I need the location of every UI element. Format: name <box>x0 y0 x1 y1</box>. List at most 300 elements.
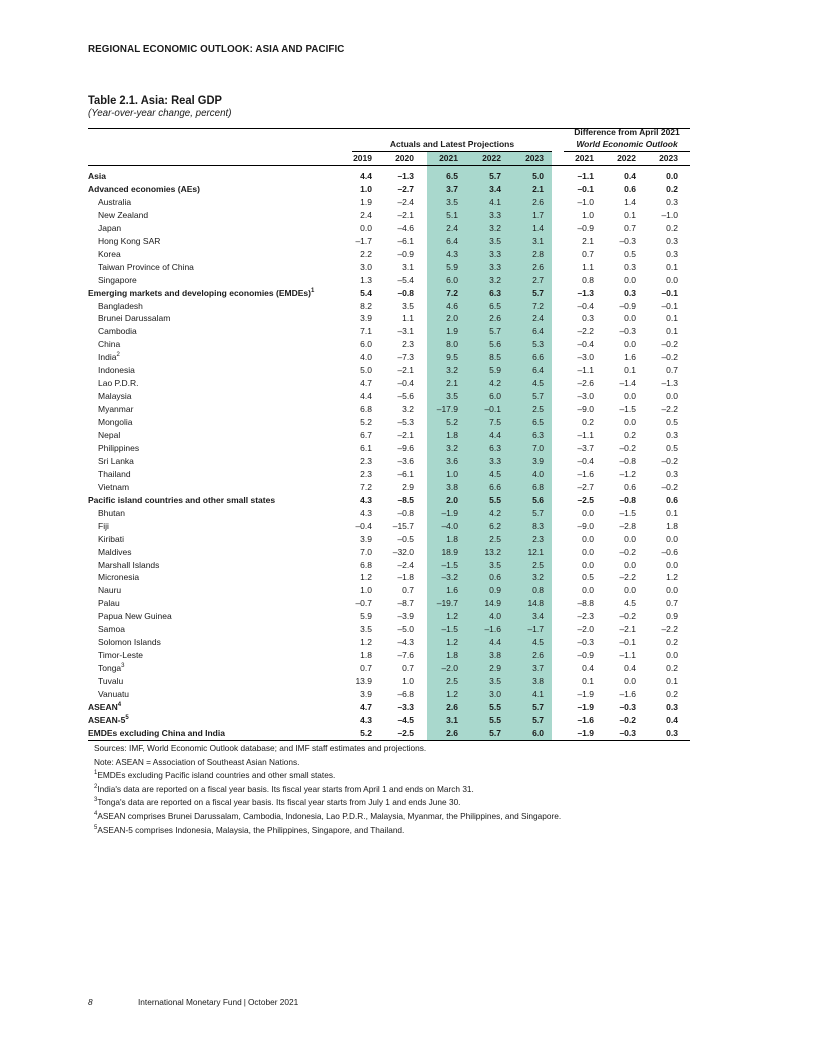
row-label: India$^2$ <box>98 352 120 363</box>
table-cell: –3.7 <box>577 442 594 453</box>
table-row <box>88 597 690 610</box>
table-cell: –8.8 <box>577 598 594 609</box>
table-cell: –0.8 <box>619 455 636 466</box>
table-row <box>88 701 690 714</box>
table-cell: –2.1 <box>397 430 414 440</box>
row-label: Thailand <box>98 468 131 479</box>
row-label: New Zealand <box>98 209 149 220</box>
table-row <box>88 338 690 351</box>
table-cell: 0.7 <box>624 222 636 233</box>
table-cell: –2.2 <box>619 572 636 583</box>
table-cell: 5.9 <box>446 261 458 272</box>
table-cell: 0.0 <box>624 676 636 687</box>
table-cell: 2.1 <box>532 183 544 194</box>
table-cell: –0.3 <box>577 637 594 648</box>
footnote-marker: 2 <box>116 352 120 359</box>
table-row <box>88 675 690 688</box>
table-cell: 7.0 <box>532 442 544 453</box>
table-cell: 0.0 <box>666 650 678 661</box>
table-cell: –3.0 <box>577 391 594 402</box>
table-cell: –2.3 <box>577 611 594 622</box>
row-label: Myanmar <box>98 404 134 415</box>
header-rule <box>88 165 690 166</box>
table-row <box>88 248 690 261</box>
table-cell: –1.7 <box>355 235 372 246</box>
table-cell: 0.3 <box>666 701 678 712</box>
table-cell: 2.3 <box>360 468 372 479</box>
table-cell: 5.2 <box>360 417 372 428</box>
row-label: Micronesia <box>98 572 140 583</box>
table-row <box>88 507 690 520</box>
table-cell: –0.7 <box>355 598 372 609</box>
table-row <box>88 468 690 481</box>
table-cell: 1.2 <box>446 689 458 699</box>
table-cell: 6.2 <box>489 520 501 531</box>
table-row <box>88 403 690 416</box>
table-row <box>88 584 690 597</box>
table-cell: 3.1 <box>446 714 458 725</box>
table-cell: 0.9 <box>489 585 501 596</box>
table-cell: 3.5 <box>360 624 372 635</box>
table-cell: –0.2 <box>619 714 636 725</box>
table-row <box>88 312 690 325</box>
table-row <box>88 170 690 183</box>
table-cell: –0.2 <box>661 339 678 350</box>
table-cell: 0.0 <box>666 533 678 544</box>
table-cell: 1.2 <box>360 572 372 583</box>
table-cell: 6.4 <box>532 326 544 337</box>
table-cell: –2.5 <box>397 727 414 738</box>
table-cell: 0.8 <box>532 585 544 596</box>
table-cell: 1.8 <box>446 650 458 661</box>
table-cell: –2.0 <box>577 624 594 635</box>
table-cell: 0.0 <box>624 533 636 544</box>
table-row <box>88 623 690 636</box>
table-cell: 5.7 <box>532 287 544 298</box>
table-cell: 5.1 <box>446 209 458 220</box>
table-cell: 5.5 <box>489 701 501 712</box>
table-cell: 0.5 <box>666 442 678 453</box>
table-cell: 6.0 <box>446 274 458 285</box>
table-cell: 1.2 <box>360 637 372 648</box>
table-cell: 0.0 <box>582 533 594 544</box>
row-label: ASEAN$^4$ <box>88 701 122 712</box>
table-cell: 0.1 <box>582 676 594 687</box>
table-cell: 3.3 <box>489 209 501 220</box>
table-row <box>88 520 690 533</box>
row-label: Timor-Leste <box>98 650 144 661</box>
row-label: Solomon Islands <box>98 637 161 648</box>
note-marker: 1 <box>94 770 98 777</box>
table-cell: 2.1 <box>582 235 594 246</box>
note-line: Sources: IMF, World Economic Outlook database; and IMF staff estimates and projections. <box>94 743 427 753</box>
note-line: $^1$EMDEs excluding Pacific island countries and other small states. <box>94 770 336 781</box>
table-cell: 2.5 <box>532 559 544 570</box>
table-cell: –0.9 <box>577 222 594 233</box>
table-cell: 14.8 <box>527 598 544 609</box>
row-label: Asia <box>88 171 106 181</box>
table-cell: 6.5 <box>489 300 501 311</box>
table-cell: –2.1 <box>397 209 414 220</box>
year-header: 2021 <box>439 153 458 163</box>
table-row <box>88 649 690 662</box>
table-cell: 5.7 <box>532 507 544 518</box>
table-cell: 0.7 <box>360 663 372 674</box>
table-cell: –3.6 <box>397 455 414 466</box>
footnote-marker: 3 <box>121 663 125 670</box>
table-cell: 3.5 <box>446 196 458 207</box>
table-cell: 6.0 <box>489 391 501 402</box>
table-cell: 0.5 <box>582 572 594 583</box>
table-cell: 0.0 <box>582 585 594 596</box>
year-header: 2019 <box>353 153 372 163</box>
table-cell: –1.2 <box>619 468 636 479</box>
row-label: ASEAN-$5^5$ <box>88 714 129 725</box>
table-cell: 0.1 <box>666 507 678 518</box>
table-cell: 0.7 <box>666 365 678 376</box>
table-cell: –0.1 <box>661 300 678 311</box>
table-cell: –2.0 <box>441 663 458 674</box>
row-label: Mongolia <box>98 417 133 428</box>
table-cell: 4.7 <box>360 378 372 389</box>
row-label: Hong Kong SAR <box>98 235 161 246</box>
table-cell: 5.5 <box>489 494 501 505</box>
table-cell: 3.1 <box>532 235 544 246</box>
table-cell: 0.0 <box>624 313 636 324</box>
table-cell: 4.2 <box>489 507 501 518</box>
table-cell: 0.3 <box>666 468 678 479</box>
table-row <box>88 390 690 403</box>
table-cell: 6.6 <box>489 481 501 492</box>
table-cell: –2.5 <box>577 494 594 505</box>
table-cell: 0.0 <box>624 391 636 402</box>
table-cell: –0.3 <box>619 727 636 738</box>
table-cell: 8.3 <box>532 520 544 531</box>
row-label: Nepal <box>98 430 121 440</box>
table-cell: 6.3 <box>489 287 501 298</box>
table-cell: –15.7 <box>392 520 414 531</box>
table-cell: 2.6 <box>446 701 458 712</box>
table-cell: 5.2 <box>446 417 458 428</box>
table-cell: –6.1 <box>397 468 414 479</box>
table-cell: –2.7 <box>397 183 414 194</box>
table-cell: 3.2 <box>402 404 414 415</box>
table-row <box>88 571 690 584</box>
table-subtitle: (Year-over-year change, percent) <box>88 107 232 119</box>
table-row <box>88 727 690 740</box>
table-cell: –0.4 <box>577 339 594 350</box>
table-cell: 1.2 <box>666 572 678 583</box>
table-cell: –6.1 <box>397 235 414 246</box>
row-label: Nauru <box>98 585 122 596</box>
table-cell: –1.5 <box>441 624 458 635</box>
table-row <box>88 287 690 300</box>
table-cell: 0.2 <box>666 689 678 699</box>
table-cell: 7.0 <box>360 546 372 557</box>
table-cell: 5.6 <box>532 494 544 505</box>
table-cell: –0.6 <box>661 546 678 557</box>
table-cell: 4.6 <box>446 300 458 311</box>
table-cell: 2.3 <box>402 339 414 350</box>
table-cell: 6.8 <box>360 404 372 415</box>
table-cell: 3.4 <box>489 183 501 194</box>
table-cell: –0.2 <box>619 546 636 557</box>
bottom-rule <box>88 740 690 741</box>
table-cell: 0.8 <box>582 274 594 285</box>
table-row <box>88 325 690 338</box>
note-marker: 4 <box>94 811 98 818</box>
table-cell: 0.0 <box>666 585 678 596</box>
table-cell: 0.9 <box>666 611 678 622</box>
header-group-difference: Difference from April 2021 <box>574 127 680 137</box>
table-cell: 2.2 <box>360 248 372 259</box>
table-cell: 5.2 <box>360 727 372 738</box>
table-cell: 3.4 <box>532 611 544 622</box>
table-cell: –0.1 <box>661 287 678 298</box>
table-row <box>88 377 690 390</box>
table-cell: 3.3 <box>489 248 501 259</box>
table-cell: –19.7 <box>436 598 458 609</box>
table-cell: –1.9 <box>577 701 594 712</box>
table-cell: –1.1 <box>619 650 636 661</box>
table-cell: 4.2 <box>489 378 501 389</box>
table-cell: 0.7 <box>402 663 414 674</box>
table-cell: –0.4 <box>577 455 594 466</box>
table-cell: –2.8 <box>619 520 636 531</box>
table-cell: 4.0 <box>532 468 544 479</box>
year-header: 2022 <box>617 153 636 163</box>
table-cell: 0.0 <box>624 417 636 428</box>
table-row <box>88 274 690 287</box>
table-cell: 3.2 <box>446 442 458 453</box>
table-cell: –0.1 <box>619 637 636 648</box>
table-cell: 0.1 <box>666 326 678 337</box>
table-cell: 3.9 <box>360 689 372 699</box>
table-cell: –2.6 <box>577 378 594 389</box>
table-cell: 4.1 <box>532 689 544 699</box>
table-cell: –7.3 <box>397 352 414 363</box>
table-cell: –1.1 <box>577 171 594 181</box>
table-cell: –2.1 <box>397 365 414 376</box>
row-label: Bhutan <box>98 507 125 518</box>
table-cell: 3.6 <box>446 455 458 466</box>
table-cell: 3.5 <box>446 391 458 402</box>
table-cell: –3.1 <box>397 326 414 337</box>
table-cell: 4.4 <box>360 391 372 402</box>
table-row <box>88 364 690 377</box>
table-row <box>88 546 690 559</box>
publication-date: October 2021 <box>247 997 299 1007</box>
table-cell: 3.5 <box>489 235 501 246</box>
table-cell: 0.0 <box>666 274 678 285</box>
table-cell: –1.5 <box>619 507 636 518</box>
row-label: Advanced economies (AEs) <box>88 183 200 194</box>
table-cell: –0.3 <box>619 701 636 712</box>
table-cell: 1.8 <box>666 520 678 531</box>
table-cell: 3.3 <box>489 261 501 272</box>
table-cell: 0.4 <box>582 663 594 674</box>
table-cell: –5.6 <box>397 391 414 402</box>
table-cell: 2.5 <box>532 404 544 415</box>
table-cell: 0.1 <box>624 209 636 220</box>
row-label: Tuvalu <box>98 676 124 687</box>
header-group-actuals-line <box>352 151 552 152</box>
publisher-name: International Monetary Fund <box>138 997 242 1007</box>
table-cell: 3.2 <box>532 572 544 583</box>
table-cell: 1.8 <box>446 533 458 544</box>
table-cell: –9.0 <box>577 404 594 415</box>
table-cell: –0.1 <box>577 183 594 194</box>
table-cell: 1.9 <box>446 326 458 337</box>
table-cell: –4.5 <box>397 714 414 725</box>
table-cell: –9.6 <box>397 442 414 453</box>
table-cell: –0.4 <box>577 300 594 311</box>
table-cell: 0.1 <box>624 365 636 376</box>
table-cell: 3.9 <box>360 313 372 324</box>
table-cell: –2.4 <box>397 196 414 207</box>
table-cell: 3.5 <box>489 676 501 687</box>
table-cell: 3.8 <box>446 481 458 492</box>
table-cell: –0.8 <box>397 287 414 298</box>
table-row <box>88 714 690 727</box>
table-cell: 5.7 <box>532 714 544 725</box>
table-cell: 6.3 <box>532 430 544 440</box>
table-cell: 5.9 <box>489 365 501 376</box>
table-cell: 1.9 <box>360 196 372 207</box>
row-label: Emerging markets and developing economies (EMDEs)$^1$ <box>88 287 315 298</box>
table-cell: –0.1 <box>484 404 501 415</box>
row-label: Kiribati <box>98 533 124 544</box>
table-cell: 0.1 <box>666 676 678 687</box>
table-cell: –3.3 <box>397 701 414 712</box>
table-cell: 1.0 <box>360 585 372 596</box>
table-cell: 4.3 <box>360 507 372 518</box>
table-row <box>88 442 690 455</box>
table-cell: –1.1 <box>577 430 594 440</box>
table-cell: –1.3 <box>661 378 678 389</box>
table-row <box>88 494 690 507</box>
table-row <box>88 481 690 494</box>
table-cell: 2.0 <box>446 494 458 505</box>
table-cell: –2.2 <box>661 404 678 415</box>
table-cell: 7.1 <box>360 326 372 337</box>
table-row <box>88 662 690 675</box>
note-line: $^5$ASEAN-5 comprises Indonesia, Malaysia, the Philippines, Singapore, and Thailand. <box>94 824 405 835</box>
table-cell: 0.0 <box>624 559 636 570</box>
table-cell: 0.0 <box>666 391 678 402</box>
table-cell: 0.7 <box>582 248 594 259</box>
table-cell: 5.7 <box>532 701 544 712</box>
table-cell: 2.3 <box>532 533 544 544</box>
table-cell: 0.1 <box>666 313 678 324</box>
table-cell: 5.3 <box>532 339 544 350</box>
table-cell: 2.1 <box>446 378 458 389</box>
table-cell: 2.9 <box>489 663 501 674</box>
table-cell: 1.4 <box>624 196 636 207</box>
table-cell: 0.2 <box>582 417 594 428</box>
row-label: Bangladesh <box>98 300 143 311</box>
table-cell: –4.6 <box>397 222 414 233</box>
table-row <box>88 688 690 701</box>
table-cell: 2.6 <box>532 261 544 272</box>
table-cell: –1.5 <box>619 404 636 415</box>
table-cell: 3.2 <box>489 274 501 285</box>
table-cell: 5.7 <box>489 326 501 337</box>
table-cell: 0.2 <box>666 222 678 233</box>
table-cell: –3.2 <box>441 572 458 583</box>
note-marker: 2 <box>94 784 98 791</box>
table-cell: 0.3 <box>624 287 636 298</box>
table-cell: –1.3 <box>397 171 414 181</box>
table-cell: 13.9 <box>355 676 372 687</box>
row-label: Sri Lanka <box>98 455 134 466</box>
table-cell: 12.1 <box>527 546 544 557</box>
table-cell: –3.0 <box>577 352 594 363</box>
table-cell: –0.2 <box>661 455 678 466</box>
table-cell: 18.9 <box>441 546 458 557</box>
table-cell: –32.0 <box>392 546 414 557</box>
table-cell: 2.6 <box>532 196 544 207</box>
table-cell: 1.6 <box>624 352 636 363</box>
table-cell: 6.8 <box>532 481 544 492</box>
table-cell: 3.9 <box>532 455 544 466</box>
table-row <box>88 636 690 649</box>
table-cell: 7.2 <box>532 300 544 311</box>
note-marker: 3 <box>94 797 98 804</box>
table-cell: –1.0 <box>661 209 678 220</box>
table-cell: –8.5 <box>397 494 414 505</box>
footnote-marker: 4 <box>117 702 122 709</box>
table-cell: 1.0 <box>582 209 594 220</box>
table-title: Table 2.1. Asia: Real GDP <box>88 93 222 107</box>
row-label: Papua New Guinea <box>98 611 172 622</box>
row-label: Lao P.D.R. <box>98 378 139 389</box>
table-cell: 2.6 <box>489 313 501 324</box>
table-cell: –3.9 <box>397 611 414 622</box>
table-cell: 0.6 <box>666 494 678 505</box>
row-label: EMDEs excluding China and India <box>88 727 225 738</box>
table-row <box>88 351 690 364</box>
table-cell: 9.5 <box>446 352 458 363</box>
table-cell: 0.0 <box>582 546 594 557</box>
table-cell: 7.2 <box>360 481 372 492</box>
row-label: Tonga$^3$ <box>98 663 125 674</box>
table-cell: –0.2 <box>661 352 678 363</box>
table-cell: 0.3 <box>624 261 636 272</box>
table-cell: –7.6 <box>397 650 414 661</box>
table-row <box>88 533 690 546</box>
table-cell: 1.1 <box>582 261 594 272</box>
table-cell: 4.5 <box>532 637 544 648</box>
header-group-actuals: Actuals and Latest Projections <box>389 139 515 149</box>
table-row <box>88 429 690 442</box>
table-cell: –0.4 <box>355 520 372 531</box>
row-label: Taiwan Province of China <box>98 261 194 272</box>
table-cell: 0.2 <box>624 430 636 440</box>
table-cell: 1.2 <box>446 611 458 622</box>
table-cell: –5.3 <box>397 417 414 428</box>
table-cell: 13.2 <box>484 546 501 557</box>
row-label: Vietnam <box>98 481 130 492</box>
table-cell: 4.0 <box>489 611 501 622</box>
table-cell: –0.2 <box>619 442 636 453</box>
table-notes <box>94 742 561 837</box>
table-cell: –17.9 <box>436 404 458 415</box>
table-cell: –0.9 <box>397 248 414 259</box>
table-cell: –0.8 <box>397 507 414 518</box>
table-cell: –2.2 <box>661 624 678 635</box>
table-cell: 0.6 <box>624 183 636 194</box>
